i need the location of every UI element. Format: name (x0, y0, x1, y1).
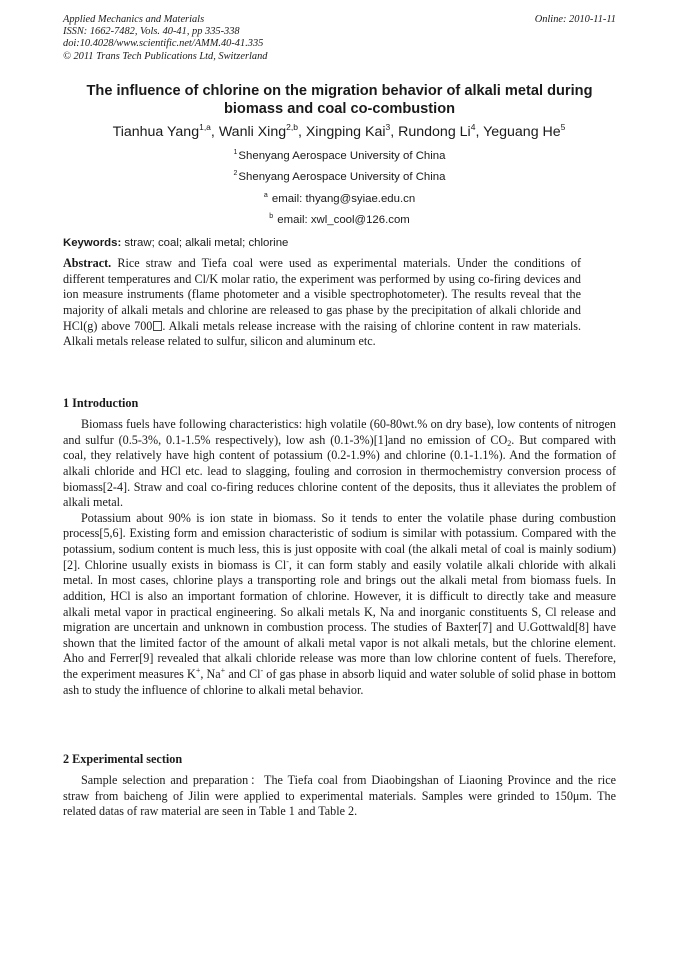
keywords (63, 236, 616, 250)
affiliation-2: $^2$Shenyang Aerospace University of China (233, 170, 446, 183)
keywords-label: Keywords: (63, 237, 122, 249)
author-name: Wanli Xing (218, 124, 287, 140)
copyright-line: © 2011 Trans Tech Publications Ltd, Switzerland (63, 50, 268, 62)
paragraph: Biomass fuels have following characteristics: high volatile (60-80wt.% on dry base), low contents of nitrogen and sulfur (0.5-3%, 0.1-1.5% respectively), low ash (0.1-3%)[1]and no emission of $CO_2$. But compared with coal, they relatively have high content of potassium (0.2-1.9%) and chlorine (0.1-1.1%). And the formation of alkali chloride and HCl etc. lead to slagging, fouling and corrosion in thermochemistry conversion process of biomass[2-4]. Straw and coal co-firing reduces chlorine content of the deposits, thus it alleviates the problem of alkali metal. (63, 417, 616, 510)
section-heading-introduction: 1 Introduction (63, 396, 139, 410)
author-affiliation-mark: 4 (470, 122, 476, 132)
author-name: Yeguang He (483, 124, 561, 140)
paragraph: Potassium about 90% is ion state in biomass. So it tends to enter the volatile phase during combustion process[5,6]. Existing form and emission characteristic of sodium is similar with potassium. Compared with the potassium, sodium content is much less, this is just opposite with coal (the alkali metal of coal is mainly sodium)[2]. Chlorine usually exists in biomass is Cl-, it can form stably and easily volatile alkali chloride with alkali metal. In most cases, chlorine plays a transporting role and brings out the alkali metal from biomass fuels. In addition, HCl is also an important formation of chlorine. However, it is difficult to directly take and measure alkali metal vapor in practical engineering. So alkali metals K, Na and inorganic constituents S, Cl release and migration are uncertain and unknown in combustion process. The studies of Baxter[7] and U.Gottwald[8] have shown that the limited factor of the amount of alkali metal vapor is not alkali metals, but the chlorine element. Aho and Ferrer[9] revealed that alkali chloride release was more than low chlorine content of fuels. Therefore, the experiment measures K+, Na+ and Cl- of gas phase in absorb liquid and water soluble of solid phase in bottom ash to study the influence of chlorine to alkali metal behavior. (63, 510, 616, 697)
section-heading-experimental: 2 Experimental section (63, 752, 183, 766)
email-a: $^a$ email: thyang@syiae.edu.cn (263, 192, 416, 205)
keywords-text: straw; coal; alkali metal; chlorine (124, 237, 289, 249)
abstract: Abstract. Rice straw and Tiefa coal were used as experimental materials. Under the conditions of different temperatures and Cl/K molar ratio, the experiment was performed by using co-firing devices and ion measure instruments (flame photometer and a visible spectrophotometer). The results reveal that the majority of alkali metals and chlorine are released to gas phase by the precipitation of alkali chloride and HCl(g) above 700 . Alkali metals release increase with the raising of chlorine content in raw materials. Alkali metals release related to sulfur, silicon and aluminum etc. (63, 256, 582, 349)
affiliation-1: $^1$Shenyang Aerospace University of China (233, 149, 446, 162)
author-affiliation-mark: 3 (385, 122, 391, 132)
journal-header (63, 14, 616, 63)
abstract-label: Abstract. (63, 256, 112, 270)
paragraph: Sample selection and preparation：The Tiefa coal from Diaobingshan of Liaoning Province and the rice straw from baicheng of Jilin were applied to experimental materials. Samples were grinded to 150μm. The related datas of raw material are seen in Table 1 and Table 2. (63, 773, 616, 819)
journal-name: Applied Mechanics and Materials (63, 14, 205, 25)
author-name: Tianhua Yang (112, 124, 200, 140)
online-date: Online: 2010-11-11 (534, 14, 616, 25)
author-affiliation-mark: 5 (560, 122, 566, 132)
experimental-body (63, 773, 616, 820)
email-b: $^b$ email: xwl_cool@126.com (269, 213, 410, 226)
author-list: Tianhua Yang$^{1,a}$, Wanli Xing$^{2,b}$, Xingping Kai$^3$, Rundong Li$^4$, Yeguang He$^5$ (112, 122, 566, 140)
author-affiliation-mark: 2,b (286, 122, 298, 132)
introduction-body (63, 417, 616, 698)
issn-line: ISSN: 1662-7482, Vols. 40-41, pp 335-338 (63, 26, 240, 38)
author-affiliation-mark: 1,a (199, 122, 211, 132)
author-name: Xingping Kai (305, 124, 386, 140)
author-name: Rundong Li (398, 124, 471, 140)
paper-title: The influence of chlorine on the migration behavior of alkali metal during biomass and coal co-combustion (86, 83, 593, 117)
doi-line: doi:10.4028/www.scientific.net/AMM.40-41.335 (63, 38, 264, 50)
